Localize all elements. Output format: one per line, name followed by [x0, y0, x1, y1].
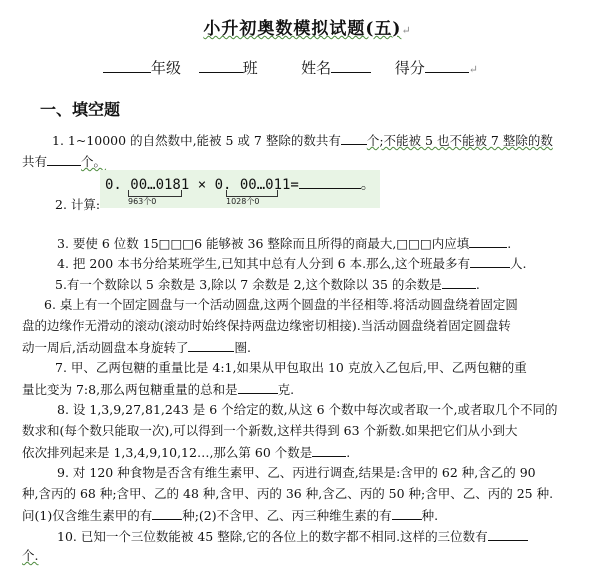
question-1-line2: 共有 个。 [22, 151, 106, 170]
question-7-line2: 量比变为 7:8,那么两包糖重量的总和是 克. [22, 379, 294, 398]
question-10-line1: 10. 已知一个三位数能被 45 整除,它的各位上的数字都不相同.这样的三位数有 [57, 526, 528, 545]
name-label: 姓名 [301, 59, 332, 77]
question-7-line1: 7. 甲、乙两包糖的重量比是 4:1,如果从甲包取出 10 克放入乙包后,甲、乙两包糖的重 [55, 360, 527, 375]
answer-blank[interactable] [238, 379, 278, 394]
question-8-line2: 数求和(每个数只能取一次),可以得到一个新数,这样共得到 63 个新数.如果把它们从小到大 [22, 423, 518, 438]
question-6-line3: 动一周后,活动圆盘本身旋转了 圈. [22, 337, 251, 356]
name-blank[interactable] [331, 71, 371, 73]
answer-blank[interactable] [442, 274, 476, 289]
answer-blank[interactable] [341, 130, 367, 145]
question-6-line2: 盘的边缘作无滑动的滚动(滚动时始终保持两盘边缘密切相接).当活动圆盘绕着固定圆盘转 [22, 318, 511, 333]
class-label: 班 [242, 59, 258, 77]
answer-blank[interactable] [469, 233, 507, 248]
question-9-line2: 种,含丙的 68 种;含甲、乙的 48 种,含甲、丙的 36 种,含乙、丙的 50 种;含甲、乙、丙的 25 种. [22, 486, 554, 501]
question-10-line2: 个. [22, 548, 39, 563]
score-blank[interactable] [425, 71, 469, 73]
answer-blank[interactable] [488, 526, 528, 541]
answer-blank[interactable] [392, 505, 422, 520]
underbrace-label-2: 1028个0 [226, 197, 260, 206]
score-label: 得分 [394, 59, 425, 77]
answer-blank[interactable] [312, 442, 346, 457]
answer-blank[interactable] [152, 505, 182, 520]
student-info-row [103, 57, 478, 78]
page-title [0, 14, 615, 39]
question-5: 5.有一个数除以 5 余数是 3,除以 7 余数是 2,这个数除以 35 的余数是 . [55, 274, 480, 293]
question-9-line1: 9. 对 120 种食物是否含有维生素甲、乙、丙进行调查,结果是:含甲的 62 种,含乙的 90 [57, 465, 536, 480]
grade-blank[interactable] [103, 71, 151, 73]
formula-expression: 0. 00…0181 × 0. 00…011= 。 [105, 174, 375, 194]
question-8-line1: 8. 设 1,3,9,27,81,243 是 6 个给定的数,从这 6 个数中每次或者取一个,或者取几个不同的 [57, 402, 558, 417]
grade-label: 年级 [151, 59, 182, 77]
question-3: 3. 要使 6 位数 15□□□6 能够被 36 整除而且所得的商最大,□□□内应填 . [57, 233, 511, 252]
paragraph-mark: ↵ [468, 63, 478, 76]
question-4: 4. 把 200 本书分给某班学生,已知其中总有人分到 6 本.那么,这个班最多有 人. [57, 253, 527, 272]
question-9-line3: 问(1)仅含维生素甲的有 种;(2)不含甲、乙、丙三种维生素的有 种. [22, 505, 438, 524]
section-heading: 一、填空题 [40, 100, 121, 119]
question-8-line3: 依次排列起来是 1,3,4,9,10,12…,那么第 60 个数是 . [22, 442, 350, 461]
answer-blank[interactable] [47, 151, 81, 166]
class-blank[interactable] [199, 71, 243, 73]
question-2-label: 2. 计算: [55, 197, 101, 212]
underbrace-label-1: 963个0 [128, 197, 157, 206]
paragraph-mark: ↵ [401, 24, 412, 37]
question-6-line1: 6. 桌上有一个固定圆盘与一个活动圆盘,这两个圆盘的半径相等.将活动圆盘绕着固定圆 [44, 297, 518, 312]
title-text: 小升初奥数模拟试题(五) [203, 19, 402, 39]
answer-blank[interactable] [470, 253, 510, 268]
answer-blank[interactable] [188, 337, 234, 352]
answer-blank[interactable] [299, 174, 361, 189]
question-1-line1: 1. 1~10000 的自然数中,能被 5 或 7 整除的数共有 个;不能被 5 也不能被 7 整除的数 [52, 130, 553, 149]
